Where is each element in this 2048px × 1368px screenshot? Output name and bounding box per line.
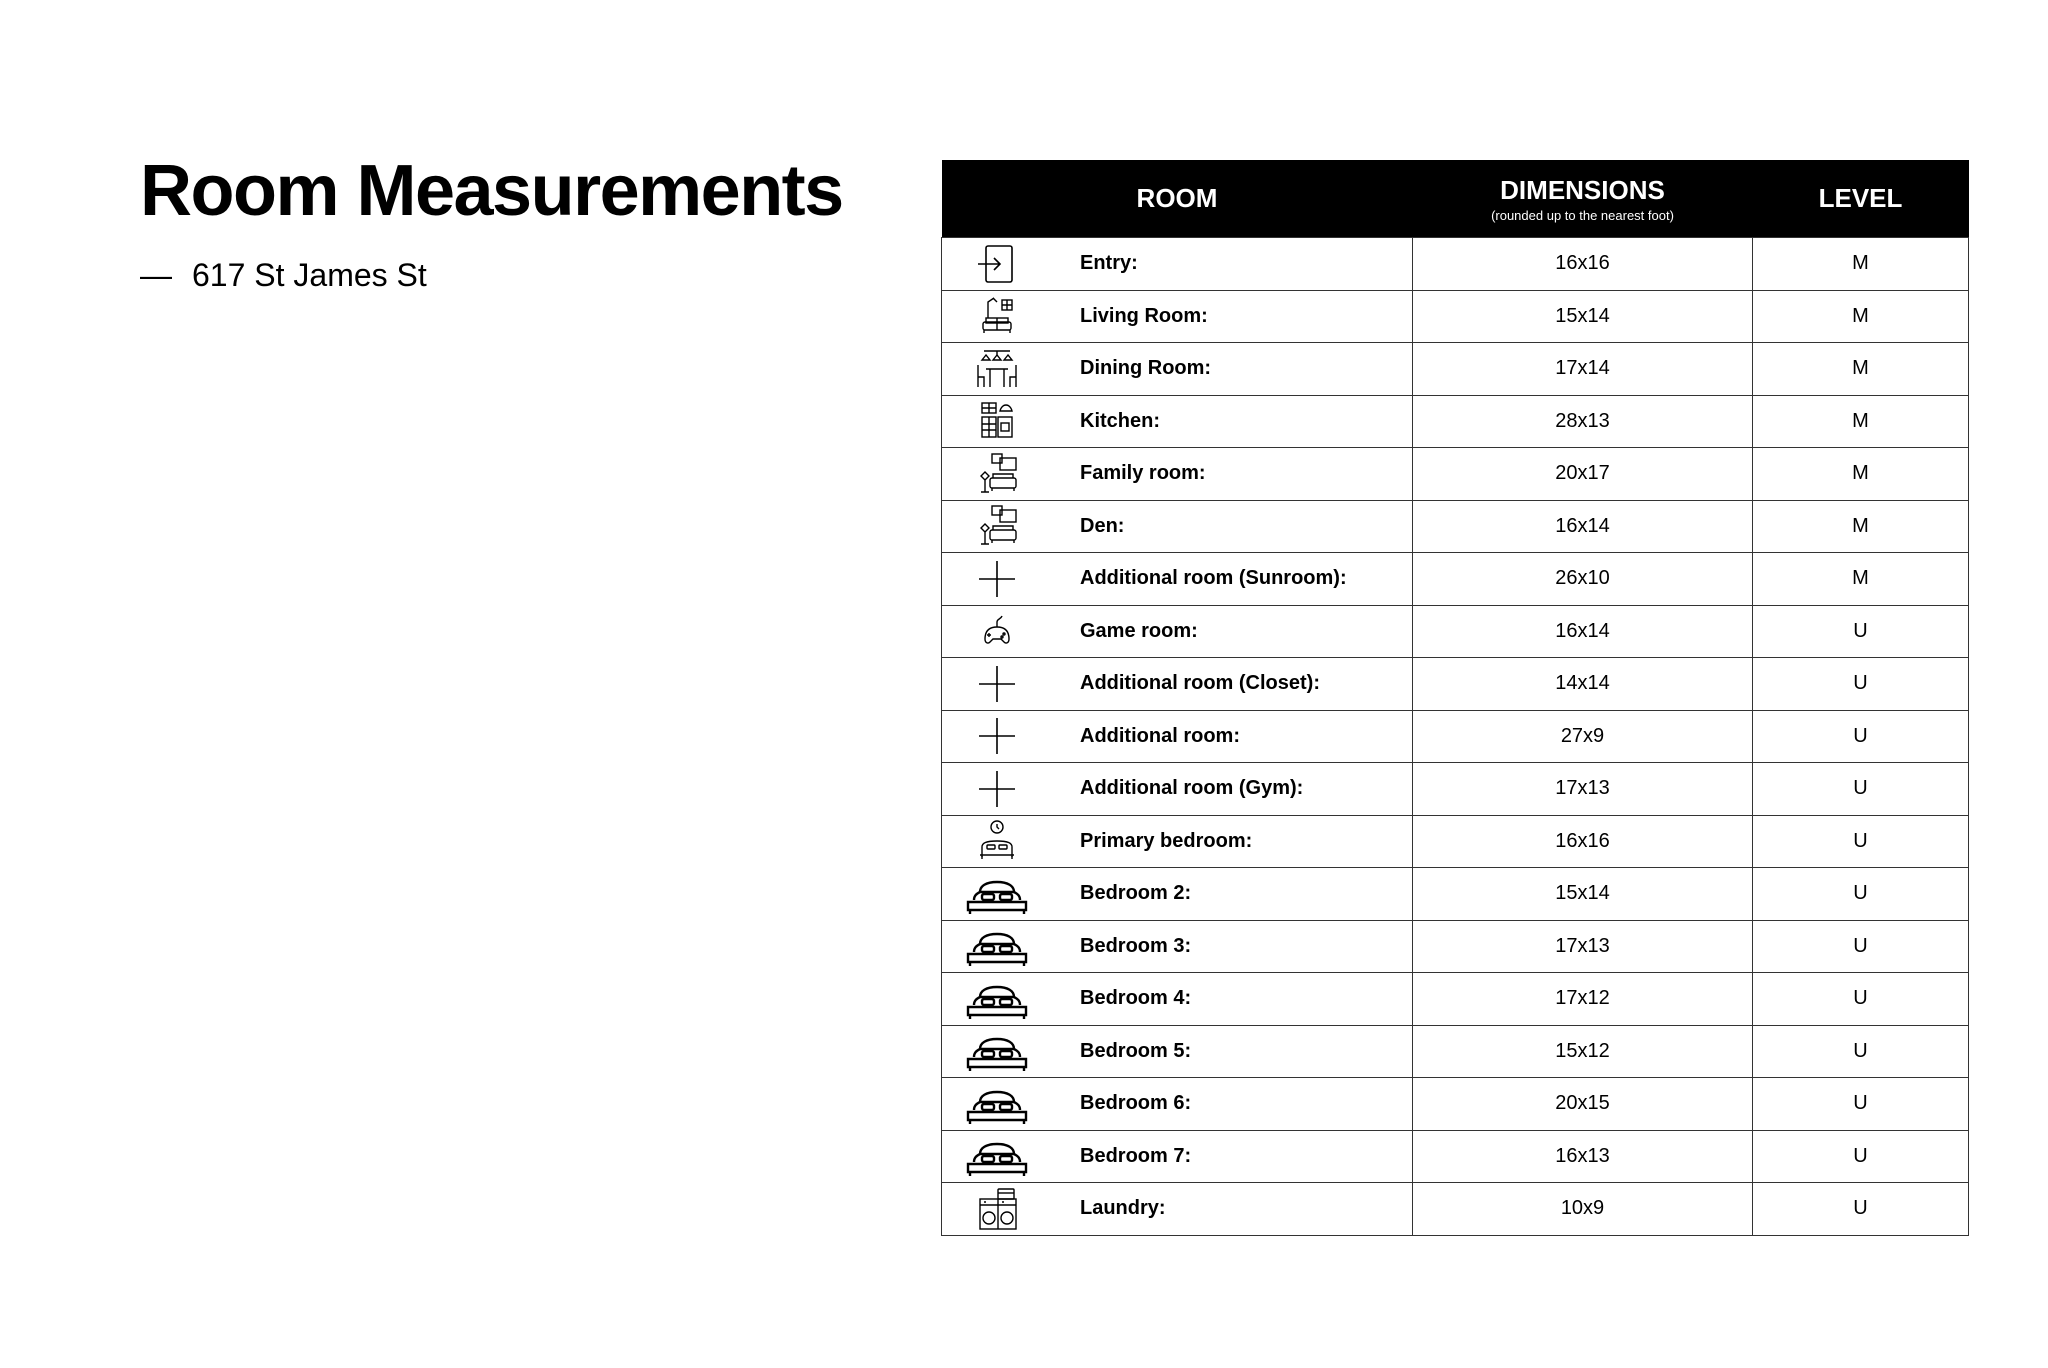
column-header-room [942, 160, 1413, 238]
room-name: Game room: [1080, 619, 1198, 642]
room-level: M [1753, 290, 1969, 343]
room-cell [942, 1078, 1413, 1131]
table-row [942, 290, 1969, 343]
bed-icon [964, 1082, 1030, 1126]
room-name: Bedroom 4: [1080, 987, 1192, 1010]
room-dimensions: 20x15 [1413, 1078, 1753, 1131]
room-measurements-table [941, 160, 1969, 1236]
room-cell [942, 1130, 1413, 1183]
room-level: M [1753, 395, 1969, 448]
room-level: U [1753, 1025, 1969, 1078]
table-row [942, 763, 1969, 816]
room-name: Bedroom 2: [1080, 882, 1192, 905]
room-dimensions: 15x14 [1413, 868, 1753, 921]
kitchen-icon [964, 399, 1030, 443]
room-name: Den: [1080, 514, 1125, 537]
plus-icon [964, 767, 1030, 811]
table-header-row [942, 160, 1969, 238]
room-level: U [1753, 868, 1969, 921]
room-name: Family room: [1080, 462, 1206, 485]
room-dimensions: 10x9 [1413, 1183, 1753, 1236]
table-row [942, 553, 1969, 606]
table-row [942, 500, 1969, 553]
table-row [942, 815, 1969, 868]
table-row [942, 1130, 1969, 1183]
room-level: M [1753, 343, 1969, 396]
room-dimensions: 15x12 [1413, 1025, 1753, 1078]
table-row [942, 658, 1969, 711]
room-dimensions: 17x14 [1413, 343, 1753, 396]
room-level: M [1753, 448, 1969, 501]
room-cell [942, 973, 1413, 1026]
room-dimensions: 17x13 [1413, 763, 1753, 816]
room-level: U [1753, 1078, 1969, 1131]
room-dimensions: 15x14 [1413, 290, 1753, 343]
room-dimensions: 17x12 [1413, 973, 1753, 1026]
property-address: 617 St James St [192, 257, 427, 293]
table-row [942, 1183, 1969, 1236]
primary-bedroom-icon [964, 819, 1030, 863]
room-cell [942, 868, 1413, 921]
room-cell [942, 658, 1413, 711]
room-level: U [1753, 815, 1969, 868]
table-row [942, 448, 1969, 501]
table-row [942, 710, 1969, 763]
bed-icon [964, 1029, 1030, 1073]
family-room-icon [964, 452, 1030, 496]
room-cell [942, 763, 1413, 816]
room-dimensions: 14x14 [1413, 658, 1753, 711]
room-cell [942, 920, 1413, 973]
room-level: U [1753, 605, 1969, 658]
room-name: Bedroom 6: [1080, 1092, 1192, 1115]
room-dimensions: 16x16 [1413, 238, 1753, 291]
room-cell [942, 290, 1413, 343]
column-header-dimensions [1413, 160, 1753, 238]
table-row [942, 343, 1969, 396]
room-cell [942, 1183, 1413, 1236]
room-dimensions: 16x13 [1413, 1130, 1753, 1183]
room-cell [942, 395, 1413, 448]
room-dimensions: 16x16 [1413, 815, 1753, 868]
room-name: Kitchen: [1080, 409, 1160, 432]
room-dimensions: 28x13 [1413, 395, 1753, 448]
room-name: Bedroom 5: [1080, 1039, 1192, 1062]
table-row [942, 395, 1969, 448]
room-cell [942, 500, 1413, 553]
room-cell [942, 343, 1413, 396]
dimensions-header-note: (rounded up to the nearest foot) [1491, 207, 1674, 223]
table-row [942, 1078, 1969, 1131]
room-dimensions: 16x14 [1413, 605, 1753, 658]
room-level: U [1753, 920, 1969, 973]
room-cell [942, 238, 1413, 291]
table-row [942, 920, 1969, 973]
bed-icon [964, 924, 1030, 968]
dimensions-header-label: DIMENSIONS [1500, 174, 1665, 205]
room-name: Laundry: [1080, 1197, 1166, 1220]
plus-icon [964, 714, 1030, 758]
bed-icon [964, 872, 1030, 916]
room-level: U [1753, 710, 1969, 763]
room-name: Additional room: [1080, 724, 1240, 747]
dining-room-icon [964, 347, 1030, 391]
address-line [140, 257, 843, 294]
entry-door-icon [964, 242, 1030, 286]
living-room-icon [964, 294, 1030, 338]
room-dimensions: 17x13 [1413, 920, 1753, 973]
room-name: Additional room (Gym): [1080, 777, 1304, 800]
room-cell [942, 1025, 1413, 1078]
room-name: Additional room (Closet): [1080, 672, 1320, 695]
room-cell [942, 605, 1413, 658]
column-header-level [1753, 160, 1969, 238]
room-level: U [1753, 658, 1969, 711]
room-name: Bedroom 7: [1080, 1144, 1192, 1167]
dash-separator: — [140, 257, 172, 293]
room-cell [942, 815, 1413, 868]
room-level: M [1753, 238, 1969, 291]
room-level: M [1753, 500, 1969, 553]
room-level: U [1753, 973, 1969, 1026]
room-level: U [1753, 763, 1969, 816]
family-room-icon [964, 504, 1030, 548]
room-cell [942, 553, 1413, 606]
room-name: Bedroom 3: [1080, 934, 1192, 957]
table-body [942, 238, 1969, 1236]
table-row [942, 238, 1969, 291]
room-dimensions: 26x10 [1413, 553, 1753, 606]
table-row [942, 605, 1969, 658]
bed-icon [964, 1134, 1030, 1178]
title-block [140, 151, 843, 294]
page-title: Room Measurements [140, 151, 843, 231]
room-cell [942, 710, 1413, 763]
room-level: U [1753, 1130, 1969, 1183]
room-dimensions: 27x9 [1413, 710, 1753, 763]
room-name: Primary bedroom: [1080, 829, 1253, 852]
bed-icon [964, 977, 1030, 1021]
table-row [942, 1025, 1969, 1078]
room-name: Additional room (Sunroom): [1080, 567, 1347, 590]
room-level: U [1753, 1183, 1969, 1236]
room-dimensions: 16x14 [1413, 500, 1753, 553]
laundry-icon [964, 1187, 1030, 1231]
room-dimensions: 20x17 [1413, 448, 1753, 501]
level-header-label: LEVEL [1818, 183, 1903, 213]
plus-icon [964, 662, 1030, 706]
plus-icon [964, 557, 1030, 601]
room-name: Dining Room: [1080, 357, 1212, 380]
room-header-label: ROOM [1136, 183, 1218, 213]
table-row [942, 973, 1969, 1026]
gamepad-icon [964, 609, 1030, 653]
table-row [942, 868, 1969, 921]
room-cell [942, 448, 1413, 501]
room-name: Entry: [1080, 252, 1138, 275]
room-level: M [1753, 553, 1969, 606]
room-name: Living Room: [1080, 304, 1208, 327]
